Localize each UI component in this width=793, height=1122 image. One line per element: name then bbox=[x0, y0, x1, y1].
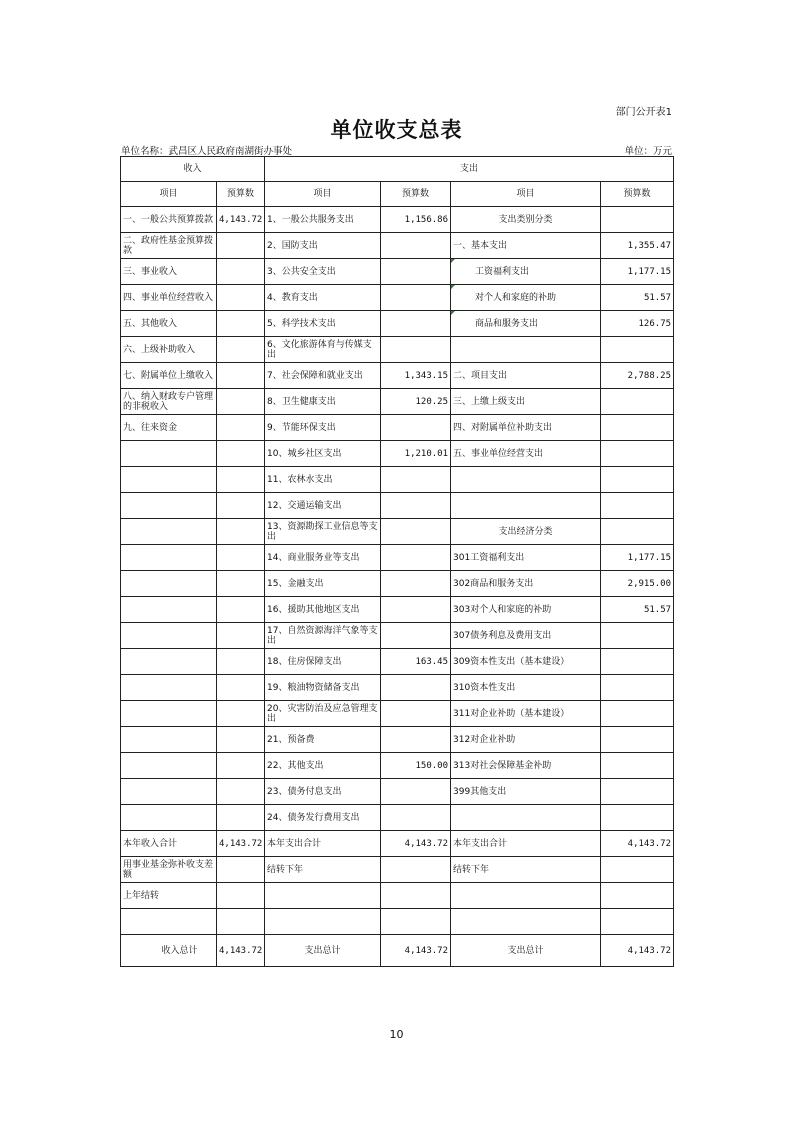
category-budget-cell bbox=[601, 909, 674, 935]
category-item-cell: 三、上缴上级支出 bbox=[451, 389, 601, 415]
expense-budget-cell: 1,156.86 bbox=[381, 207, 451, 233]
table-row bbox=[121, 701, 674, 727]
expense-item-cell: 8、卫生健康支出 bbox=[265, 389, 381, 415]
unit-name-label: 单位名称：武昌区人民政府南湖街办事处 bbox=[121, 146, 293, 157]
category-item-cell: 结转下年 bbox=[451, 857, 601, 883]
table-row bbox=[121, 207, 674, 233]
expense-item-cell: 20、灾害防治及应急管理支出 bbox=[265, 701, 381, 727]
expense-item-cell: 17、自然资源海洋气象等支出 bbox=[265, 623, 381, 649]
category-item-cell: 313对社会保障基金补助 bbox=[451, 753, 601, 779]
col-header-income-item: 项目 bbox=[121, 182, 217, 207]
category-item-cell: 301工资福利支出 bbox=[451, 545, 601, 571]
income-item-cell: 一、一般公共预算拨款 bbox=[121, 207, 217, 233]
expense-budget-cell: 4,143.72 bbox=[381, 935, 451, 967]
expense-item-cell: 10、城乡社区支出 bbox=[265, 441, 381, 467]
expense-item-cell: 12、交通运输支出 bbox=[265, 493, 381, 519]
expense-item-cell bbox=[265, 883, 381, 909]
income-item-cell bbox=[121, 623, 217, 649]
income-budget-cell: 4,143.72 bbox=[217, 207, 265, 233]
income-budget-cell bbox=[217, 675, 265, 701]
expense-budget-cell bbox=[381, 259, 451, 285]
category-budget-cell bbox=[601, 493, 674, 519]
table-row bbox=[121, 337, 674, 363]
income-item-cell: 三、事业收入 bbox=[121, 259, 217, 285]
expense-budget-cell bbox=[381, 727, 451, 753]
expense-item-cell: 18、住房保障支出 bbox=[265, 649, 381, 675]
income-item-cell bbox=[121, 779, 217, 805]
category-item-cell: 311对企业补助（基本建设） bbox=[451, 701, 601, 727]
category-budget-cell bbox=[601, 883, 674, 909]
budget-table bbox=[120, 156, 674, 967]
expense-item-cell: 23、债务付息支出 bbox=[265, 779, 381, 805]
category-budget-cell: 2,788.25 bbox=[601, 363, 674, 389]
income-item-cell bbox=[121, 727, 217, 753]
category-budget-cell bbox=[601, 727, 674, 753]
expense-item-cell: 3、公共安全支出 bbox=[265, 259, 381, 285]
category-item-cell: 商品和服务支出 bbox=[451, 311, 601, 337]
income-item-cell bbox=[121, 753, 217, 779]
income-item-cell: 六、上级补助收入 bbox=[121, 337, 217, 363]
category-item-cell: 工资福利支出 bbox=[451, 259, 601, 285]
expense-budget-cell bbox=[381, 571, 451, 597]
category-budget-cell bbox=[601, 623, 674, 649]
category-item-cell bbox=[451, 467, 601, 493]
table-row bbox=[121, 519, 674, 545]
income-budget-cell bbox=[217, 363, 265, 389]
expense-item-cell: 19、粮油物资储备支出 bbox=[265, 675, 381, 701]
category-item-cell: 303对个人和家庭的补助 bbox=[451, 597, 601, 623]
category-budget-cell bbox=[601, 649, 674, 675]
income-budget-cell bbox=[217, 467, 265, 493]
expense-budget-cell bbox=[381, 909, 451, 935]
income-budget-cell bbox=[217, 545, 265, 571]
income-budget-cell bbox=[217, 727, 265, 753]
category-budget-cell bbox=[601, 753, 674, 779]
col-header-category-budget: 预算数 bbox=[601, 182, 674, 207]
expense-budget-cell: 1,210.01 bbox=[381, 441, 451, 467]
category-budget-cell bbox=[601, 701, 674, 727]
table-row bbox=[121, 571, 674, 597]
unit-label: 单位：万元 bbox=[624, 146, 672, 157]
category-budget-cell bbox=[601, 857, 674, 883]
income-budget-cell bbox=[217, 753, 265, 779]
table-row bbox=[121, 545, 674, 571]
expense-budget-cell bbox=[381, 597, 451, 623]
col-header-expense-budget: 预算数 bbox=[381, 182, 451, 207]
table-row bbox=[121, 467, 674, 493]
income-item-cell: 七、附属单位上缴收入 bbox=[121, 363, 217, 389]
category-budget-cell: 126.75 bbox=[601, 311, 674, 337]
category-budget-cell bbox=[601, 779, 674, 805]
income-item-cell: 用事业基金弥补收支差额 bbox=[121, 857, 217, 883]
category-item-cell: 399其他支出 bbox=[451, 779, 601, 805]
income-budget-cell bbox=[217, 883, 265, 909]
income-budget-cell bbox=[217, 779, 265, 805]
table-row bbox=[121, 597, 674, 623]
income-item-cell: 五、其他收入 bbox=[121, 311, 217, 337]
category-item-cell: 一、基本支出 bbox=[451, 233, 601, 259]
income-item-cell bbox=[121, 441, 217, 467]
category-budget-cell bbox=[601, 467, 674, 493]
column-header-row bbox=[121, 182, 674, 207]
category-budget-cell bbox=[601, 337, 674, 363]
expense-item-cell: 9、节能环保支出 bbox=[265, 415, 381, 441]
expense-item-cell: 13、资源勘探工业信息等支出 bbox=[265, 519, 381, 545]
income-budget-cell: 4,143.72 bbox=[217, 935, 265, 967]
expense-item-cell: 本年支出合计 bbox=[265, 831, 381, 857]
category-item-cell: 二、项目支出 bbox=[451, 363, 601, 389]
category-item-cell bbox=[451, 493, 601, 519]
table-row bbox=[121, 779, 674, 805]
table-row bbox=[121, 727, 674, 753]
income-budget-cell bbox=[217, 649, 265, 675]
category-budget-cell bbox=[601, 519, 674, 545]
category-budget-cell: 4,143.72 bbox=[601, 831, 674, 857]
income-item-cell: 九、往来资金 bbox=[121, 415, 217, 441]
table-row bbox=[121, 675, 674, 701]
income-budget-cell bbox=[217, 571, 265, 597]
expense-budget-cell bbox=[381, 805, 451, 831]
table-row bbox=[121, 649, 674, 675]
table-row bbox=[121, 909, 674, 935]
category-budget-cell: 2,915.00 bbox=[601, 571, 674, 597]
category-item-cell: 支出经济分类 bbox=[451, 519, 601, 545]
category-budget-cell: 1,177.15 bbox=[601, 259, 674, 285]
expense-item-cell: 5、科学技术支出 bbox=[265, 311, 381, 337]
income-budget-cell bbox=[217, 519, 265, 545]
expense-item-cell: 16、援助其他地区支出 bbox=[265, 597, 381, 623]
table-row bbox=[121, 831, 674, 857]
expense-item-cell: 7、社会保障和就业支出 bbox=[265, 363, 381, 389]
income-budget-cell bbox=[217, 337, 265, 363]
expense-budget-cell: 150.00 bbox=[381, 753, 451, 779]
income-item-cell: 四、事业单位经营收入 bbox=[121, 285, 217, 311]
section-header-row bbox=[121, 157, 674, 182]
income-item-cell bbox=[121, 519, 217, 545]
col-header-expense-item: 项目 bbox=[265, 182, 381, 207]
corner-label: 部门公开表1 bbox=[615, 107, 672, 118]
expense-budget-cell bbox=[381, 701, 451, 727]
income-item-cell: 八、纳入财政专户管理的非税收入 bbox=[121, 389, 217, 415]
page-title: 单位收支总表 bbox=[330, 117, 463, 142]
category-item-cell: 四、对附属单位补助支出 bbox=[451, 415, 601, 441]
table-row bbox=[121, 311, 674, 337]
col-header-category-item: 项目 bbox=[451, 182, 601, 207]
income-budget-cell bbox=[217, 493, 265, 519]
income-item-cell bbox=[121, 805, 217, 831]
category-budget-cell: 4,143.72 bbox=[601, 935, 674, 967]
income-budget-cell bbox=[217, 441, 265, 467]
col-header-income-budget: 预算数 bbox=[217, 182, 265, 207]
income-section-header: 收入 bbox=[121, 157, 265, 182]
expense-item-cell: 14、商业服务业等支出 bbox=[265, 545, 381, 571]
expense-budget-cell bbox=[381, 233, 451, 259]
income-item-cell: 收入总计 bbox=[121, 935, 217, 967]
income-budget-cell bbox=[217, 233, 265, 259]
expense-budget-cell bbox=[381, 779, 451, 805]
category-budget-cell: 1,177.15 bbox=[601, 545, 674, 571]
income-item-cell bbox=[121, 493, 217, 519]
expense-budget-cell bbox=[381, 493, 451, 519]
expense-budget-cell: 1,343.15 bbox=[381, 363, 451, 389]
income-budget-cell: 4,143.72 bbox=[217, 831, 265, 857]
income-item-cell bbox=[121, 909, 217, 935]
category-item-cell: 支出总计 bbox=[451, 935, 601, 967]
expense-item-cell: 6、文化旅游体育与传媒支出 bbox=[265, 337, 381, 363]
category-budget-cell bbox=[601, 389, 674, 415]
income-budget-cell bbox=[217, 415, 265, 441]
category-budget-cell bbox=[601, 675, 674, 701]
income-item-cell bbox=[121, 467, 217, 493]
expense-budget-cell bbox=[381, 857, 451, 883]
category-budget-cell bbox=[601, 415, 674, 441]
table-row bbox=[121, 259, 674, 285]
category-budget-cell bbox=[601, 441, 674, 467]
expense-item-cell: 22、其他支出 bbox=[265, 753, 381, 779]
income-item-cell: 二、政府性基金预算拨款 bbox=[121, 233, 217, 259]
income-budget-cell bbox=[217, 623, 265, 649]
table-row bbox=[121, 753, 674, 779]
expense-item-cell: 1、一般公共服务支出 bbox=[265, 207, 381, 233]
expense-budget-cell bbox=[381, 519, 451, 545]
page-number: 10 bbox=[389, 1028, 404, 1041]
category-item-cell bbox=[451, 883, 601, 909]
category-item-cell: 支出类别分类 bbox=[451, 207, 601, 233]
category-item-cell: 五、事业单位经营支出 bbox=[451, 441, 601, 467]
category-item-cell bbox=[451, 337, 601, 363]
income-item-cell: 本年收入合计 bbox=[121, 831, 217, 857]
expense-budget-cell bbox=[381, 337, 451, 363]
expense-item-cell: 4、教育支出 bbox=[265, 285, 381, 311]
income-budget-cell bbox=[217, 909, 265, 935]
expense-item-cell bbox=[265, 909, 381, 935]
category-budget-cell: 51.57 bbox=[601, 597, 674, 623]
income-item-cell bbox=[121, 675, 217, 701]
income-budget-cell bbox=[217, 311, 265, 337]
category-item-cell: 309资本性支出（基本建设） bbox=[451, 649, 601, 675]
category-budget-cell: 1,355.47 bbox=[601, 233, 674, 259]
expense-budget-cell bbox=[381, 467, 451, 493]
table-row bbox=[121, 805, 674, 831]
income-item-cell: 上年结转 bbox=[121, 883, 217, 909]
category-item-cell bbox=[451, 805, 601, 831]
income-budget-cell bbox=[217, 805, 265, 831]
table-row bbox=[121, 389, 674, 415]
table-row bbox=[121, 935, 674, 967]
category-item-cell: 302商品和服务支出 bbox=[451, 571, 601, 597]
table-row bbox=[121, 415, 674, 441]
income-item-cell bbox=[121, 701, 217, 727]
category-item-cell: 307债务利息及费用支出 bbox=[451, 623, 601, 649]
expense-item-cell: 21、预备费 bbox=[265, 727, 381, 753]
category-item-cell bbox=[451, 909, 601, 935]
expense-budget-cell bbox=[381, 311, 451, 337]
table-row bbox=[121, 857, 674, 883]
category-budget-cell bbox=[601, 805, 674, 831]
expense-budget-cell bbox=[381, 883, 451, 909]
category-item-cell: 310资本性支出 bbox=[451, 675, 601, 701]
table-row bbox=[121, 883, 674, 909]
expense-budget-cell bbox=[381, 415, 451, 441]
income-budget-cell bbox=[217, 285, 265, 311]
income-budget-cell bbox=[217, 701, 265, 727]
category-item-cell: 312对企业补助 bbox=[451, 727, 601, 753]
expense-budget-cell bbox=[381, 285, 451, 311]
income-budget-cell bbox=[217, 259, 265, 285]
expense-item-cell: 11、农林水支出 bbox=[265, 467, 381, 493]
income-item-cell bbox=[121, 545, 217, 571]
expense-budget-cell: 163.45 bbox=[381, 649, 451, 675]
table-row bbox=[121, 233, 674, 259]
table-row bbox=[121, 441, 674, 467]
table-row bbox=[121, 493, 674, 519]
income-budget-cell bbox=[217, 597, 265, 623]
expense-item-cell: 15、金融支出 bbox=[265, 571, 381, 597]
expense-budget-cell bbox=[381, 675, 451, 701]
table-row bbox=[121, 623, 674, 649]
category-budget-cell: 51.57 bbox=[601, 285, 674, 311]
expense-item-cell: 支出总计 bbox=[265, 935, 381, 967]
expense-budget-cell bbox=[381, 623, 451, 649]
expense-item-cell: 结转下年 bbox=[265, 857, 381, 883]
expense-item-cell: 2、国防支出 bbox=[265, 233, 381, 259]
expense-item-cell: 24、债务发行费用支出 bbox=[265, 805, 381, 831]
category-item-cell: 本年支出合计 bbox=[451, 831, 601, 857]
expense-budget-cell: 120.25 bbox=[381, 389, 451, 415]
table-row bbox=[121, 285, 674, 311]
income-item-cell bbox=[121, 597, 217, 623]
income-item-cell bbox=[121, 571, 217, 597]
category-budget-cell bbox=[601, 207, 674, 233]
expense-section-header: 支出 bbox=[265, 157, 674, 182]
table-row bbox=[121, 363, 674, 389]
expense-budget-cell: 4,143.72 bbox=[381, 831, 451, 857]
income-budget-cell bbox=[217, 389, 265, 415]
income-item-cell bbox=[121, 649, 217, 675]
expense-budget-cell bbox=[381, 545, 451, 571]
income-budget-cell bbox=[217, 857, 265, 883]
category-item-cell: 对个人和家庭的补助 bbox=[451, 285, 601, 311]
